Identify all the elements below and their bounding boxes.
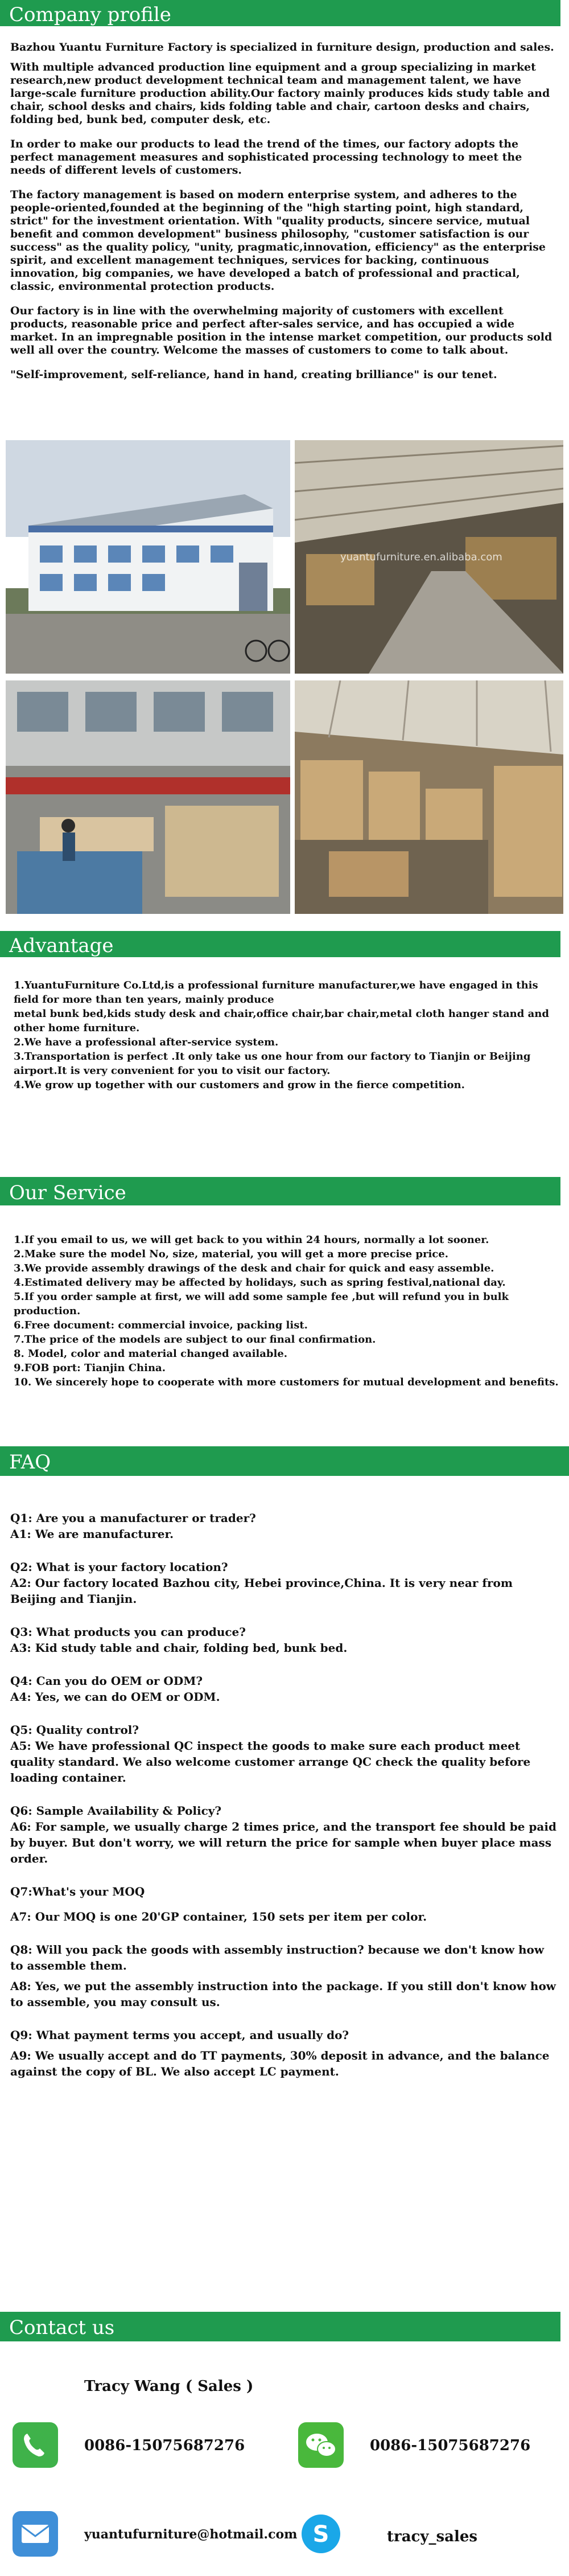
faq-answer: A6: For sample, we usually charge 2 times price, and the transport fee should be paid by buyer. But don't worry, we will return the price for sample when buyer place mass order. (10, 1820, 556, 1865)
svg-text:S: S (312, 2521, 329, 2548)
service-item: 10. We sincerely hope to cooperate with more customers for mutual development and benefits. (14, 1376, 559, 1388)
service-item: 1.If you email to us, we will get back to you within 24 hours, normally a lot sooner. (14, 1234, 489, 1246)
service-list (14, 1233, 560, 1389)
advantage-item: 4.We grow up together with our customers and grow in the fierce competition. (14, 1079, 465, 1091)
advantage-item: 3.Transportation is perfect .It only take us one hour from our factory to Tianjin or Beijing airport.It is very convenient for you to visit our factory. (14, 1051, 531, 1077)
faq-question: Q7:What's your MOQ (10, 1885, 145, 1898)
advantage-item: 1.YuantuFurniture Co.Ltd,is a professional furniture manufacturer,we have engaged in this field for more than ten years, mainly produce (14, 979, 538, 1006)
faq-list (10, 1510, 556, 2079)
service-item: 3.We provide assembly drawings of the desk and chair for quick and easy assemble. (14, 1262, 494, 1274)
advantage-item: metal bunk bed,kids study desk and chair,office chair,bar chair,metal cloth hanger stand and other home furniture. (14, 1008, 549, 1034)
service-item: 9.FOB port: Tianjin China. (14, 1362, 166, 1374)
profile-paragraph: With multiple advanced production line equipment and a group specializing in market research,new product development technical team and management talent, we have large-scale furniture production ability.Our factory mainly produces kids study table and chair, school desks and chairs, kids folding table and chair, cartoon desks and chairs, folding bed, bunk bed, computer desk, etc. (10, 61, 550, 126)
faq-answer: A1: We are manufacturer. (10, 1527, 174, 1541)
profile-paragraph: Bazhou Yuantu Furniture Factory is specialized in furniture design, production and sales. (10, 41, 554, 54)
faq-question: Q3: What products you can produce? (10, 1625, 246, 1639)
faq-item (10, 1884, 556, 1925)
faq-question: Q1: Are you a manufacturer or trader? (10, 1511, 256, 1525)
service-title: Our Service (9, 1182, 126, 1204)
advantage-item: 2.We have a professional after-service system. (14, 1036, 279, 1048)
email-address[interactable]: yuantufurniture@hotmail.com (84, 2527, 298, 2542)
contact-header (0, 2312, 560, 2341)
email-icon (13, 2511, 58, 2557)
wechat-icon (298, 2422, 344, 2468)
service-header (0, 1177, 560, 1205)
warehouse-interior-photo (295, 440, 563, 674)
service-item: 8. Model, color and material changed available. (14, 1348, 288, 1360)
company-profile-text (10, 41, 556, 393)
skype-icon (298, 2511, 344, 2557)
advantage-header (0, 931, 560, 957)
cutting-workshop-photo (6, 680, 290, 914)
faq-question: Q4: Can you do OEM or ODM? (10, 1674, 203, 1688)
faq-answer: A5: We have professional QC inspect the goods to make sure each product meet quality standard. We also welcome customer arrange QC check the quality before loading container. (10, 1739, 531, 1785)
faq-item (10, 1722, 556, 1786)
profile-paragraph: "Self-improvement, self-reliance, hand in hand, creating brilliance" is our tenet. (10, 368, 497, 381)
faq-answer: A3: Kid study table and chair, folding bed, bunk bed. (10, 1641, 348, 1655)
skype-id[interactable]: tracy_sales (387, 2528, 478, 2545)
service-item: 5.If you order sample at first, we will add some sample fee ,but will refund you in bulk production. (14, 1291, 509, 1317)
faq-item (10, 1673, 556, 1705)
faq-answer: A7: Our MOQ is one 20'GP container, 150 sets per item per color. (10, 1910, 427, 1923)
advantage-list (14, 978, 560, 1092)
wechat-id[interactable]: 0086-15075687276 (370, 2437, 531, 2454)
profile-paragraph: The factory management is based on modern enterprise system, and adheres to the people-oriented,founded at the beginning of the "high starting point, high standard, strict" for the investment orientation. With "quality products, sincere service, mutual benefit and common development" business philosophy, "customer satisfaction is our success" as the quality policy, "unity, pragmatic,innovation, efficiency" as the enterprise spirit, and excellent management techniques, services for backing, continuous innovation, big companies, we have developed a batch of professional and practical, classic, environmental protection products. (10, 188, 546, 293)
service-item: 7.The price of the models are subject to our final confirmation. (14, 1334, 376, 1346)
warehouse-stock-photo (295, 680, 563, 914)
faq-answer: A2: Our factory located Bazhou city, Hebei province,China. It is very near from Beijing and Tianjin. (10, 1576, 513, 1606)
faq-item (10, 1942, 556, 2010)
profile-paragraph: Our factory is in line with the overwhelming majority of customers with excellent products, reasonable price and perfect after-sales service, and has occupied a wide market. In an impregnable position in the intense market competition, our products sold well all over the country. Welcome the masses of customers to come to talk about. (10, 305, 552, 356)
faq-question: Q5: Quality control? (10, 1723, 139, 1737)
contact-person: Tracy Wang ( Sales ) (84, 2378, 254, 2395)
profile-paragraph: In order to make our products to lead the trend of the times, our factory adopts the perfect management measures and sophisticated processing technology to meet the needs of different levels of customers. (10, 138, 522, 177)
faq-question: Q8: Will you pack the goods with assembly instruction? because we don't know how to assemble them. (10, 1943, 545, 1972)
faq-item (10, 1559, 556, 1607)
company-profile-header (0, 0, 560, 26)
company-profile-title: Company profile (9, 3, 171, 26)
service-item: 6.Free document: commercial invoice, packing list. (14, 1319, 308, 1331)
faq-question: Q6: Sample Availability & Policy? (10, 1804, 222, 1818)
faq-answer: A9: We usually accept and do TT payments, 30% deposit in advance, and the balance against the copy of BL. We also accept LC payment. (10, 2049, 550, 2078)
service-item: 2.Make sure the model No, size, material, you will get a more precise price. (14, 1248, 448, 1260)
faq-question: Q2: What is your factory location? (10, 1560, 228, 1574)
faq-answer: A8: Yes, we put the assembly instruction into the package. If you still don't know how to assemble, you may consult us. (10, 1979, 556, 2009)
phone-number[interactable]: 0086-15075687276 (84, 2437, 245, 2454)
faq-item (10, 2027, 556, 2079)
advantage-title: Advantage (9, 934, 114, 957)
faq-item (10, 1510, 556, 1542)
factory-exterior-photo (6, 440, 290, 674)
photo-watermark: yuantufurniture.en.alibaba.com (340, 551, 502, 563)
faq-answer: A4: Yes, we can do OEM or ODM. (10, 1690, 220, 1704)
phone-icon (13, 2422, 58, 2468)
contact-title: Contact us (9, 2316, 115, 2339)
faq-item (10, 1803, 556, 1867)
faq-header (0, 1446, 569, 1476)
faq-title: FAQ (9, 1451, 51, 1474)
faq-question: Q9: What payment terms you accept, and usually do? (10, 2028, 349, 2042)
service-item: 4.Estimated delivery may be affected by holidays, such as spring festival,national day. (14, 1277, 506, 1289)
faq-item (10, 1624, 556, 1656)
